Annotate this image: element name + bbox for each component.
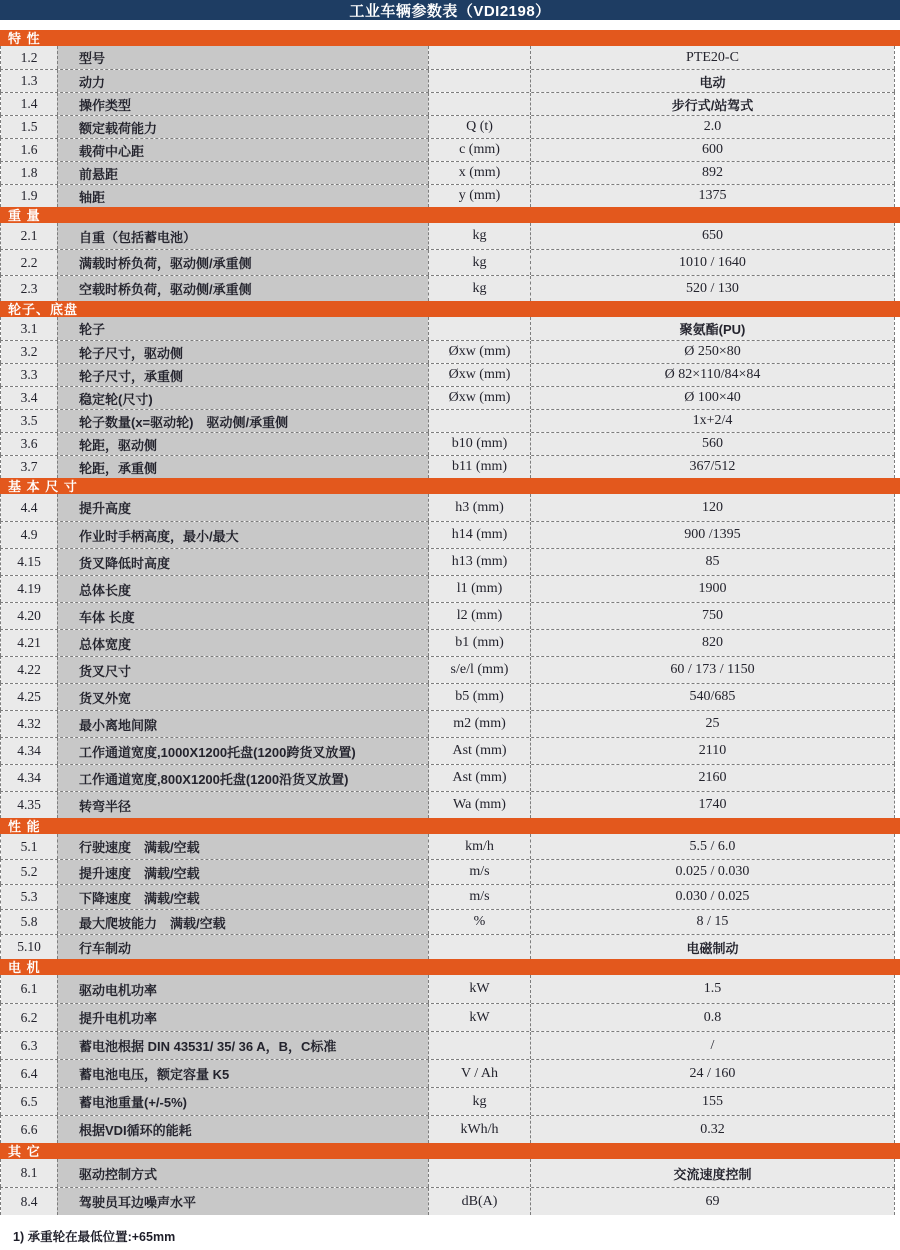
spec-row — [0, 791, 895, 818]
row-unit: b1 (mm) — [428, 630, 530, 656]
spec-section — [0, 818, 900, 959]
section-header — [0, 478, 900, 494]
spec-section — [0, 301, 900, 478]
row-label: 蓄电池重量(+/-5%) — [57, 1088, 428, 1115]
row-value: 120 — [530, 494, 894, 521]
row-label: 提升电机功率 — [57, 1004, 428, 1031]
row-unit: Q (t) — [428, 116, 530, 138]
row-id: 3.2 — [1, 341, 57, 363]
row-label: 轮子尺寸，驱动侧 — [57, 341, 428, 363]
spec-row — [0, 521, 895, 548]
section-title: 重 量 — [8, 207, 41, 223]
row-value: 2160 — [530, 765, 894, 791]
row-id: 6.5 — [1, 1088, 57, 1115]
spec-row — [0, 602, 895, 629]
row-label: 作业时手柄高度，最小/最大 — [57, 522, 428, 548]
spec-section — [0, 1143, 900, 1215]
row-label: 驾驶员耳边噪声水平 — [57, 1188, 428, 1215]
row-unit: s/e/l (mm) — [428, 657, 530, 683]
row-id: 4.19 — [1, 576, 57, 602]
row-id: 1.6 — [1, 139, 57, 161]
row-id: 3.1 — [1, 317, 57, 340]
row-unit — [428, 1159, 530, 1187]
spec-row — [0, 683, 895, 710]
row-unit: % — [428, 910, 530, 934]
row-id: 3.5 — [1, 410, 57, 432]
row-id: 2.2 — [1, 250, 57, 275]
row-unit: kg — [428, 223, 530, 249]
row-id: 1.3 — [1, 70, 57, 92]
row-label: 最小离地间隙 — [57, 711, 428, 737]
row-label: 蓄电池根据 DIN 43531/ 35/ 36 A，B，C标准 — [57, 1032, 428, 1059]
row-label: 总体长度 — [57, 576, 428, 602]
row-value: 1.5 — [530, 975, 894, 1003]
row-label: 满载时桥负荷，驱动侧/承重侧 — [57, 250, 428, 275]
spec-section — [0, 478, 900, 818]
spec-row — [0, 909, 895, 934]
row-label: 车体 长度 — [57, 603, 428, 629]
row-unit: Ast (mm) — [428, 738, 530, 764]
row-unit: Wa (mm) — [428, 792, 530, 818]
row-unit: kW — [428, 1004, 530, 1031]
row-value: 650 — [530, 223, 894, 249]
row-value: 85 — [530, 549, 894, 575]
row-value: 600 — [530, 139, 894, 161]
row-value: 25 — [530, 711, 894, 737]
spec-section — [0, 959, 900, 1143]
row-unit: m/s — [428, 885, 530, 909]
row-label: 型号 — [57, 46, 428, 69]
row-value: 69 — [530, 1188, 894, 1215]
row-id: 6.1 — [1, 975, 57, 1003]
table-title-bar — [0, 0, 900, 20]
section-rows — [0, 1159, 895, 1215]
row-unit — [428, 410, 530, 432]
row-id: 5.1 — [1, 834, 57, 859]
spec-row — [0, 1059, 895, 1087]
row-unit: b5 (mm) — [428, 684, 530, 710]
row-unit: c (mm) — [428, 139, 530, 161]
row-id: 4.21 — [1, 630, 57, 656]
spec-row — [0, 548, 895, 575]
spec-row — [0, 737, 895, 764]
row-unit: kg — [428, 1088, 530, 1115]
section-rows — [0, 46, 895, 207]
row-value: / — [530, 1032, 894, 1059]
section-title: 特 性 — [8, 30, 41, 46]
row-value: 1375 — [530, 185, 894, 207]
row-value: 750 — [530, 603, 894, 629]
row-label: 操作类型 — [57, 93, 428, 115]
row-id: 4.34 — [1, 738, 57, 764]
row-id: 5.2 — [1, 860, 57, 884]
row-value: 1x+2/4 — [530, 410, 894, 432]
spec-row — [0, 340, 895, 363]
row-value: 1010 / 1640 — [530, 250, 894, 275]
spec-row — [0, 432, 895, 455]
page-title: 工业车辆参数表（VDI2198） — [349, 2, 551, 20]
row-unit: Øxw (mm) — [428, 387, 530, 409]
row-value: 367/512 — [530, 456, 894, 478]
row-id: 4.35 — [1, 792, 57, 818]
row-id: 1.5 — [1, 116, 57, 138]
row-value: 24 / 160 — [530, 1060, 894, 1087]
row-label: 提升速度 满载/空载 — [57, 860, 428, 884]
row-value: 1900 — [530, 576, 894, 602]
row-value: 820 — [530, 630, 894, 656]
row-label: 工作通道宽度,1000X1200托盘(1200跨货叉放置) — [57, 738, 428, 764]
spec-row — [0, 1003, 895, 1031]
row-label: 转弯半径 — [57, 792, 428, 818]
section-title: 基 本 尺 寸 — [8, 478, 78, 494]
spec-row — [0, 1187, 895, 1215]
row-label: 轮距，承重侧 — [57, 456, 428, 478]
row-label: 驱动控制方式 — [57, 1159, 428, 1187]
spec-row — [0, 317, 895, 340]
section-header — [0, 959, 900, 975]
row-value: PTE20-C — [530, 46, 894, 69]
spec-row — [0, 409, 895, 432]
spec-row — [0, 223, 895, 249]
row-unit: b10 (mm) — [428, 433, 530, 455]
spec-row — [0, 455, 895, 478]
row-value: 520 / 130 — [530, 276, 894, 301]
spec-row — [0, 386, 895, 409]
spec-section — [0, 30, 900, 207]
section-header — [0, 818, 900, 834]
spec-row — [0, 1159, 895, 1187]
row-value: 900 /1395 — [530, 522, 894, 548]
spec-row — [0, 629, 895, 656]
row-unit — [428, 93, 530, 115]
row-value: 交流速度控制 — [530, 1159, 894, 1187]
row-unit: h13 (mm) — [428, 549, 530, 575]
row-id: 6.2 — [1, 1004, 57, 1031]
spec-table — [0, 30, 900, 1215]
row-value: 540/685 — [530, 684, 894, 710]
row-id: 6.3 — [1, 1032, 57, 1059]
row-id: 8.1 — [1, 1159, 57, 1187]
row-unit: kWh/h — [428, 1116, 530, 1143]
spec-row — [0, 1115, 895, 1143]
row-id: 1.8 — [1, 162, 57, 184]
spec-row — [0, 575, 895, 602]
spec-row — [0, 834, 895, 859]
section-rows — [0, 975, 895, 1143]
row-label: 货叉降低时高度 — [57, 549, 428, 575]
row-unit: Øxw (mm) — [428, 341, 530, 363]
spec-section — [0, 207, 900, 301]
section-rows — [0, 317, 895, 478]
row-label: 根据VDI循环的能耗 — [57, 1116, 428, 1143]
row-unit: kW — [428, 975, 530, 1003]
row-id: 1.9 — [1, 185, 57, 207]
row-id: 4.34 — [1, 765, 57, 791]
row-value: 8 / 15 — [530, 910, 894, 934]
spec-row — [0, 710, 895, 737]
section-header — [0, 30, 900, 46]
row-unit: m2 (mm) — [428, 711, 530, 737]
footnote: 1) 承重轮在最低位置:+65mm — [13, 1230, 176, 1244]
row-value: 电动 — [530, 70, 894, 92]
row-label: 货叉外宽 — [57, 684, 428, 710]
spec-row — [0, 656, 895, 683]
row-unit — [428, 70, 530, 92]
row-label: 最大爬坡能力 满载/空载 — [57, 910, 428, 934]
section-title: 性 能 — [8, 818, 41, 834]
row-id: 3.4 — [1, 387, 57, 409]
spec-row — [0, 1087, 895, 1115]
row-label: 载荷中心距 — [57, 139, 428, 161]
row-id: 4.25 — [1, 684, 57, 710]
row-label: 动力 — [57, 70, 428, 92]
row-id: 5.3 — [1, 885, 57, 909]
row-unit: Øxw (mm) — [428, 364, 530, 386]
row-label: 货叉尺寸 — [57, 657, 428, 683]
section-rows — [0, 834, 895, 959]
row-label: 额定载荷能力 — [57, 116, 428, 138]
row-unit: kg — [428, 276, 530, 301]
spec-row — [0, 92, 895, 115]
spec-row — [0, 249, 895, 275]
row-id: 5.10 — [1, 935, 57, 959]
row-unit: h14 (mm) — [428, 522, 530, 548]
row-id: 4.22 — [1, 657, 57, 683]
row-label: 提升高度 — [57, 494, 428, 521]
spec-row — [0, 161, 895, 184]
row-unit: x (mm) — [428, 162, 530, 184]
spec-row — [0, 184, 895, 207]
row-id: 3.3 — [1, 364, 57, 386]
section-title: 轮子、底盘 — [8, 301, 79, 317]
row-label: 轮子 — [57, 317, 428, 340]
row-id: 1.2 — [1, 46, 57, 69]
row-label: 下降速度 满载/空载 — [57, 885, 428, 909]
row-value: 155 — [530, 1088, 894, 1115]
section-rows — [0, 223, 895, 301]
row-value: 0.030 / 0.025 — [530, 885, 894, 909]
spec-row — [0, 138, 895, 161]
row-id: 4.32 — [1, 711, 57, 737]
spec-row — [0, 884, 895, 909]
row-unit: b11 (mm) — [428, 456, 530, 478]
row-value: 0.32 — [530, 1116, 894, 1143]
row-id: 2.3 — [1, 276, 57, 301]
row-label: 轮距，驱动侧 — [57, 433, 428, 455]
row-unit: m/s — [428, 860, 530, 884]
row-id: 5.8 — [1, 910, 57, 934]
row-id: 6.4 — [1, 1060, 57, 1087]
row-label: 轮子尺寸，承重侧 — [57, 364, 428, 386]
row-value: 1740 — [530, 792, 894, 818]
row-unit — [428, 935, 530, 959]
row-label: 蓄电池电压，额定容量 K5 — [57, 1060, 428, 1087]
row-value: 步行式/站驾式 — [530, 93, 894, 115]
row-unit: dB(A) — [428, 1188, 530, 1215]
row-unit: h3 (mm) — [428, 494, 530, 521]
row-unit — [428, 317, 530, 340]
row-value: 2110 — [530, 738, 894, 764]
row-unit: km/h — [428, 834, 530, 859]
row-id: 3.7 — [1, 456, 57, 478]
section-title: 电 机 — [8, 959, 41, 975]
spec-row — [0, 764, 895, 791]
row-label: 自重（包括蓄电池） — [57, 223, 428, 249]
row-value: Ø 250×80 — [530, 341, 894, 363]
row-value: 聚氨酯(PU) — [530, 317, 894, 340]
row-value: 电磁制动 — [530, 935, 894, 959]
spec-row — [0, 69, 895, 92]
row-unit: y (mm) — [428, 185, 530, 207]
row-unit — [428, 1032, 530, 1059]
row-value: Ø 82×110/84×84 — [530, 364, 894, 386]
row-label: 行驶速度 满载/空载 — [57, 834, 428, 859]
row-id: 6.6 — [1, 1116, 57, 1143]
row-id: 4.15 — [1, 549, 57, 575]
spec-row — [0, 859, 895, 884]
section-rows — [0, 494, 895, 818]
spec-row — [0, 115, 895, 138]
section-title: 其 它 — [8, 1143, 41, 1159]
row-value: 0.025 / 0.030 — [530, 860, 894, 884]
row-label: 空载时桥负荷，驱动侧/承重侧 — [57, 276, 428, 301]
row-label: 轮子数量(x=驱动轮) 驱动侧/承重侧 — [57, 410, 428, 432]
row-value: 5.5 / 6.0 — [530, 834, 894, 859]
row-id: 8.4 — [1, 1188, 57, 1215]
row-value: 560 — [530, 433, 894, 455]
spec-row — [0, 46, 895, 69]
row-label: 轴距 — [57, 185, 428, 207]
row-value: 60 / 173 / 1150 — [530, 657, 894, 683]
row-unit: Ast (mm) — [428, 765, 530, 791]
section-header — [0, 301, 900, 317]
row-id: 4.4 — [1, 494, 57, 521]
spec-row — [0, 975, 895, 1003]
row-id: 2.1 — [1, 223, 57, 249]
spec-row — [0, 934, 895, 959]
row-label: 工作通道宽度,800X1200托盘(1200沿货叉放置) — [57, 765, 428, 791]
row-id: 4.20 — [1, 603, 57, 629]
spec-row — [0, 494, 895, 521]
row-label: 驱动电机功率 — [57, 975, 428, 1003]
row-unit: l2 (mm) — [428, 603, 530, 629]
row-label: 前悬距 — [57, 162, 428, 184]
row-unit: l1 (mm) — [428, 576, 530, 602]
row-value: 2.0 — [530, 116, 894, 138]
section-header — [0, 1143, 900, 1159]
row-id: 1.4 — [1, 93, 57, 115]
row-id: 3.6 — [1, 433, 57, 455]
row-label: 总体宽度 — [57, 630, 428, 656]
row-value: 0.8 — [530, 1004, 894, 1031]
spec-row — [0, 363, 895, 386]
row-value: Ø 100×40 — [530, 387, 894, 409]
spec-row — [0, 275, 895, 301]
row-unit: kg — [428, 250, 530, 275]
row-id: 4.9 — [1, 522, 57, 548]
row-unit: V / Ah — [428, 1060, 530, 1087]
row-label: 行车制动 — [57, 935, 428, 959]
row-label: 稳定轮(尺寸) — [57, 387, 428, 409]
row-value: 892 — [530, 162, 894, 184]
row-unit — [428, 46, 530, 69]
spec-row — [0, 1031, 895, 1059]
section-header — [0, 207, 900, 223]
